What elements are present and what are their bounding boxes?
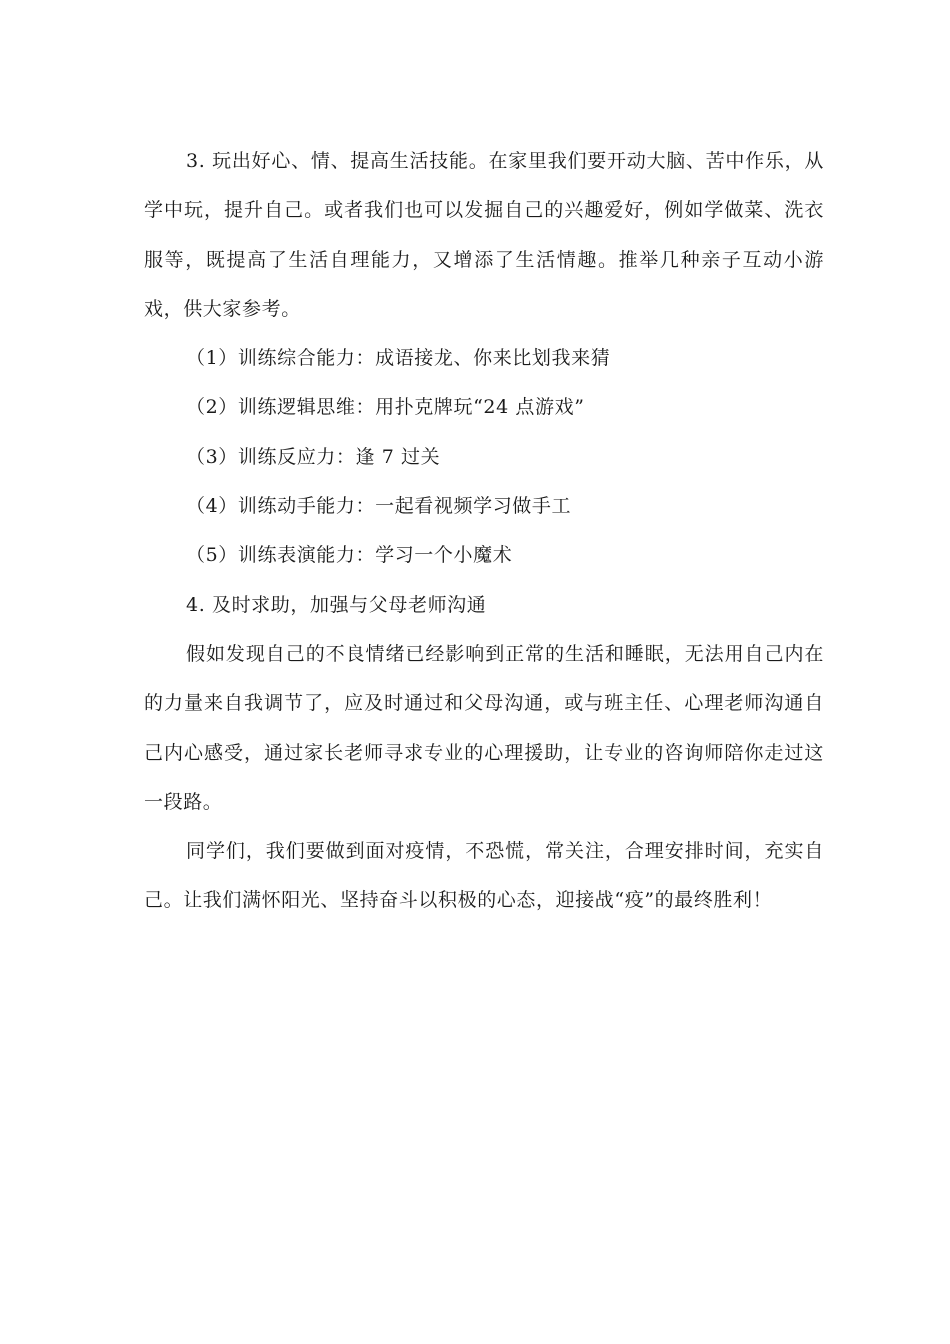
game-item-1: （1）训练综合能力：成语接龙、你来比划我来猜 [186,347,611,370]
section4-paragraph: 假如发现自己的不良情绪已经影响到正常的生活和睡眠，无法用自己内在的力量来自我调节了，应及时通过和父母沟通，或与班主任、心理老师沟通自己内心感受，通过家长老师寻求专业的心理援助，让专业的咨询师陪你走过这一段路。 [144,642,824,813]
game-item-3: （3）训练反应力：逢 7 过关 [186,445,441,468]
section4-heading: 4. 及时求助，加强与父母老师沟通 [186,593,487,616]
section3-paragraph: 3. 玩出好心、情、提高生活技能。在家里我们要开动大脑、苦中作乐，从学中玩，提升自己。或者我们也可以发掘自己的兴趣爱好，例如学做菜、洗衣服等，既提高了生活自理能力，又增添了生活情趣。推举几种亲子互动小游戏，供大家参考。 [144,150,824,320]
game-item-4: （4）训练动手能力：一起看视频学习做手工 [186,495,572,518]
game-item-2: （2）训练逻辑思维：用扑克牌玩“24 点游戏” [186,396,585,419]
game-item-5: （5）训练表演能力：学习一个小魔术 [186,544,513,567]
closing-paragraph: 同学们，我们要做到面对疫情，不恐慌，常关注，合理安排时间，充实自己。让我们满怀阳光、坚持奋斗以积极的心态，迎接战“疫”的最终胜利！ [144,840,824,912]
document-body [144,137,824,926]
